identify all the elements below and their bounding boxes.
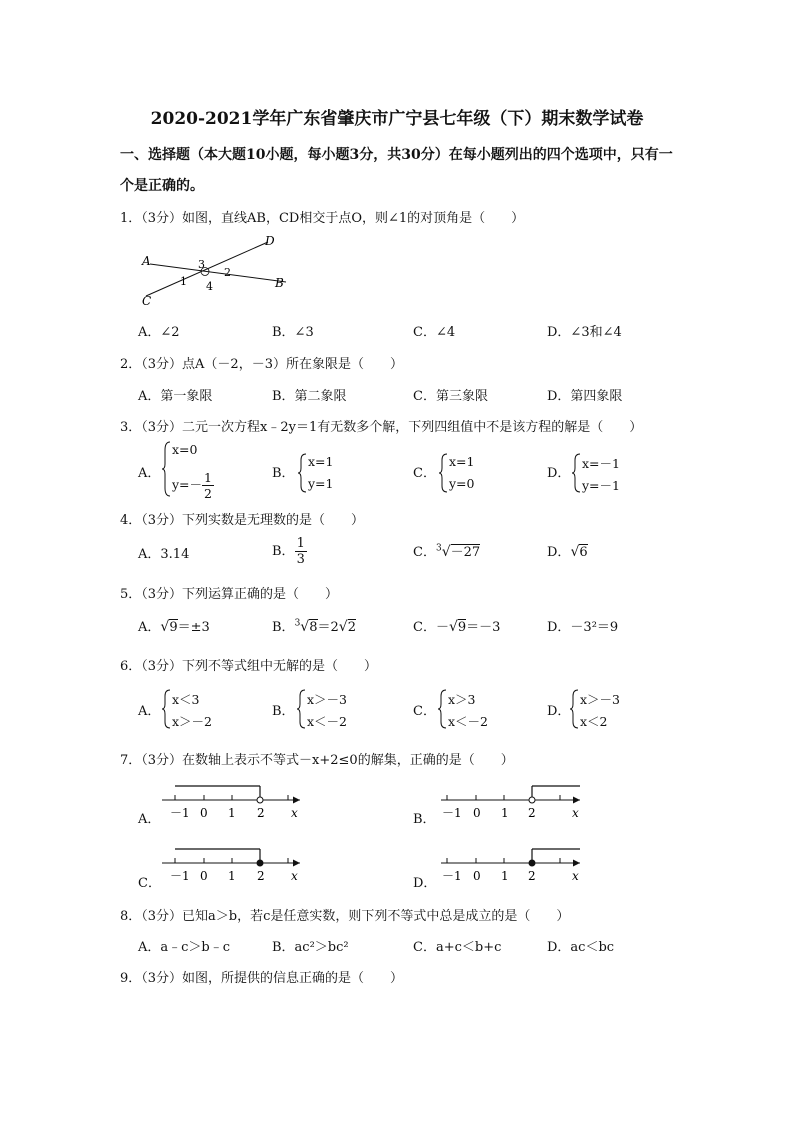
q6-label-a: A． [138, 704, 161, 719]
q8-option-a: A．a﹣c＞b﹣c [138, 940, 231, 955]
question-9-stem: 9．（3分）如图，所提供的信息正确的是（ ） [120, 971, 404, 986]
brace-icon [162, 440, 172, 498]
brace-icon [439, 452, 449, 494]
q2-option-c: C．第三象限 [413, 389, 488, 404]
q6-option-b: x＞－3 x＜－2 [297, 688, 357, 730]
q7-numberline-a [158, 780, 308, 824]
label-d: D [265, 234, 275, 248]
tick-label-0: 0 [200, 869, 208, 883]
q4-option-d: D．√6 [547, 544, 588, 560]
q6-label-d: D． [547, 704, 571, 719]
q7-numberline-b [433, 780, 588, 824]
tick-label-2: 2 [528, 806, 536, 820]
tick-label-0: 0 [473, 806, 481, 820]
brace-icon [572, 452, 582, 494]
q3-option-b: x=1 y=1 [298, 452, 358, 494]
q5-option-b: B．$^3$√8＝2√2 [272, 618, 356, 635]
q5-option-c: C．－√9＝－3 [413, 619, 501, 635]
q6-label-c: C． [413, 704, 436, 719]
q6-option-a: x＜3 x＞－2 [162, 688, 222, 730]
section-heading: 一、选择题（本大题10小题，每小题3分，共30分）在每小题列出的四个选项中，只有一个是正确的。 [120, 147, 673, 194]
tick-marks [175, 795, 288, 800]
q2-option-a: A．第一象限 [138, 389, 213, 404]
q1-option-d: D．∠3和∠4 [547, 325, 622, 340]
brace-icon [298, 452, 308, 494]
q5-option-a: A．√9＝±3 [138, 619, 210, 635]
label-c: C [142, 294, 152, 308]
q7-label-a: A． [138, 812, 161, 827]
tick-label-neg1: －1 [442, 806, 462, 820]
q8-option-b: B．ac²＞bc² [272, 940, 349, 955]
q7-numberline-d [433, 843, 588, 887]
q6-option-d: x＞－3 x＜2 [570, 688, 630, 730]
question-6-stem: 6．（3分）下列不等式组中无解的是（ ） [120, 659, 378, 674]
q3-label-a: A． [138, 466, 161, 481]
brace-icon [162, 688, 172, 730]
q7-label-c: C． [138, 876, 161, 891]
q3-option-c: x=1 y=0 [439, 452, 499, 494]
tick-label-1: 1 [501, 869, 509, 883]
q3-label-d: D． [547, 466, 571, 481]
question-1-figure [138, 234, 298, 310]
q3-option-d: x=－1 y=－1 [572, 452, 632, 494]
angle-4: 4 [206, 280, 213, 293]
q8-option-d: D．ac＜bc [547, 940, 615, 955]
question-8-stem: 8．（3分）已知a＞b，若c是任意实数，则下列不等式中总是成立的是（ ） [120, 909, 570, 924]
axis-var: x [572, 806, 579, 820]
q5-option-d: D．－3²＝9 [547, 620, 619, 635]
tick-label-0: 0 [473, 869, 481, 883]
q3-label-c: C． [413, 466, 436, 481]
q2-option-d: D．第四象限 [547, 389, 623, 404]
tick-label-2: 2 [257, 869, 265, 883]
brace-icon [297, 688, 307, 730]
q4-option-b: B． $\frac{1}{3}$ [272, 536, 305, 567]
axis-var: x [291, 806, 298, 820]
q2-option-b: B．第二象限 [272, 389, 347, 404]
tick-label-1: 1 [228, 869, 236, 883]
tick-label-1: 1 [228, 806, 236, 820]
label-b: B [275, 276, 284, 290]
question-2-stem: 2．（3分）点A（－2，－3）所在象限是（ ） [120, 357, 403, 372]
tick-label-1: 1 [501, 806, 509, 820]
q6-label-b: B． [272, 704, 295, 719]
line-ab [150, 264, 286, 282]
question-1-stem: 1．（3分）如图，直线AB，CD相交于点O，则∠1的对顶角是（ ） [120, 211, 525, 226]
tick-marks [447, 795, 560, 800]
q8-option-c: C．a+c＜b+c [413, 940, 502, 955]
tick-marks [447, 858, 560, 863]
q7-label-d: D． [413, 876, 437, 891]
exam-title: 2020-2021学年广东省肇庆市广宁县七年级（下）期末数学试卷 [150, 109, 644, 129]
tick-marks [175, 858, 288, 863]
tick-label-neg1: －1 [442, 869, 462, 883]
q1-option-c: C．∠4 [413, 325, 456, 340]
question-4-stem: 4．（3分）下列实数是无理数的是（ ） [120, 513, 365, 528]
tick-label-neg1: －1 [170, 869, 190, 883]
q7-label-b: B． [413, 812, 436, 827]
tick-label-neg1: －1 [170, 806, 190, 820]
brace-icon [570, 688, 580, 730]
q4-option-a: A．3.14 [138, 547, 190, 562]
q6-option-c: x＞3 x＜－2 [438, 688, 498, 730]
tick-label-0: 0 [200, 806, 208, 820]
q3-option-a: x=0 y=－ $\frac{1}{2}$ [162, 440, 222, 498]
q7-numberline-c [158, 843, 308, 887]
q3-label-b: B． [272, 466, 295, 481]
label-a: A [142, 254, 151, 268]
q1-option-b: B．∠3 [272, 325, 314, 340]
question-7-stem: 7．（3分）在数轴上表示不等式－x+2≤0的解集，正确的是（ ） [120, 753, 514, 768]
tick-label-2: 2 [257, 806, 265, 820]
angle-3: 3 [198, 258, 205, 271]
axis-var: x [572, 869, 579, 883]
question-3-stem: 3．（3分）二元一次方程x﹣2y＝1有无数多个解，下列四组值中不是该方程的解是（ ） [120, 420, 643, 435]
axis-var: x [291, 869, 298, 883]
question-5-stem: 5．（3分）下列运算正确的是（ ） [120, 587, 339, 602]
tick-label-2: 2 [528, 869, 536, 883]
brace-icon [438, 688, 448, 730]
angle-1: 1 [180, 275, 187, 288]
angle-2: 2 [224, 266, 231, 279]
q1-option-a: A．∠2 [138, 325, 180, 340]
q4-option-c: C．$^3$√－27 [413, 543, 481, 560]
